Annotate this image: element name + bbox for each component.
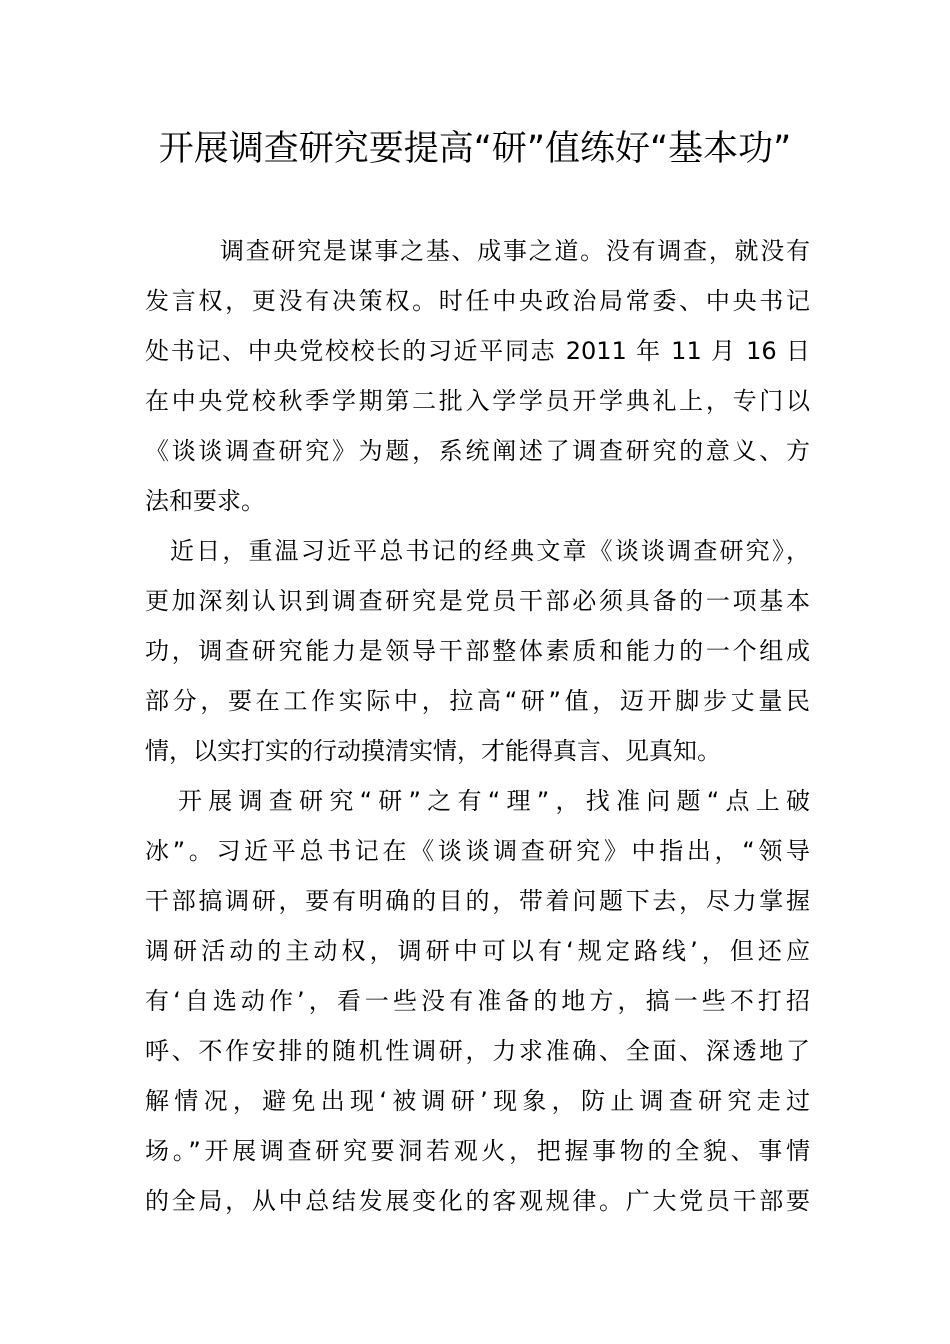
- paragraph-line: 更加深刻认识到调查研究是党员干部必须具备的一项基本: [145, 587, 810, 615]
- paragraph-line: 开展调查研究“研”之有“理”，找准问题“点上破: [178, 787, 810, 815]
- paragraph-line: 场。”开展调查研究要洞若观火，把握事物的全貌、事情: [145, 1137, 810, 1165]
- paragraph-line: 发言权，更没有决策权。时任中央政治局常委、中央书记: [145, 287, 810, 315]
- paragraph-line: 解情况，避免出现‘被调研’现象，防止调查研究走过: [145, 1087, 810, 1115]
- paragraph-line: 调查研究是谋事之基、成事之道。没有调查，就没有: [220, 237, 810, 265]
- paragraph-line: 近日，重温习近平总书记的经典文章《谈谈调查研究》，: [170, 537, 810, 565]
- paragraph-line: 部分，要在工作实际中，拉高“研”值，迈开脚步丈量民: [145, 687, 810, 715]
- paragraph-line: 处书记、中央党校校长的习近平同志 2011 年 11 月 16 日: [145, 337, 810, 365]
- paragraph-line: 法和要求。: [145, 487, 265, 515]
- paragraph-line: 在中央党校秋季学期第二批入学学员开学典礼上，专门以: [145, 387, 810, 415]
- paragraph-line: 的全局，从中总结发展变化的客观规律。广大党员干部要: [145, 1187, 810, 1215]
- paragraph-line: 功，调查研究能力是领导干部整体素质和能力的一个组成: [145, 637, 810, 665]
- paragraph-line: 呼、不作安排的随机性调研，力求准确、全面、深透地了: [145, 1037, 810, 1065]
- paragraph-line: 情，以实打实的行动摸清实情，才能得真言、见真知。: [145, 737, 721, 765]
- paragraph-line: 有‘自选动作’，看一些没有准备的地方，搞一些不打招: [145, 987, 810, 1015]
- paragraph-line: 干部搞调研，要有明确的目的，带着问题下去，尽力掌握: [145, 887, 810, 915]
- paragraph-line: 冰”。习近平总书记在《谈谈调查研究》中指出，“领导: [145, 837, 810, 865]
- document-title: 开展调查研究要提高“研”值练好“基本功”: [158, 129, 792, 169]
- paragraph-line: 调研活动的主动权，调研中可以有‘规定路线’，但还应: [145, 937, 810, 965]
- paragraph-line: 《谈谈调查研究》为题，系统阐述了调查研究的意义、方: [145, 437, 810, 465]
